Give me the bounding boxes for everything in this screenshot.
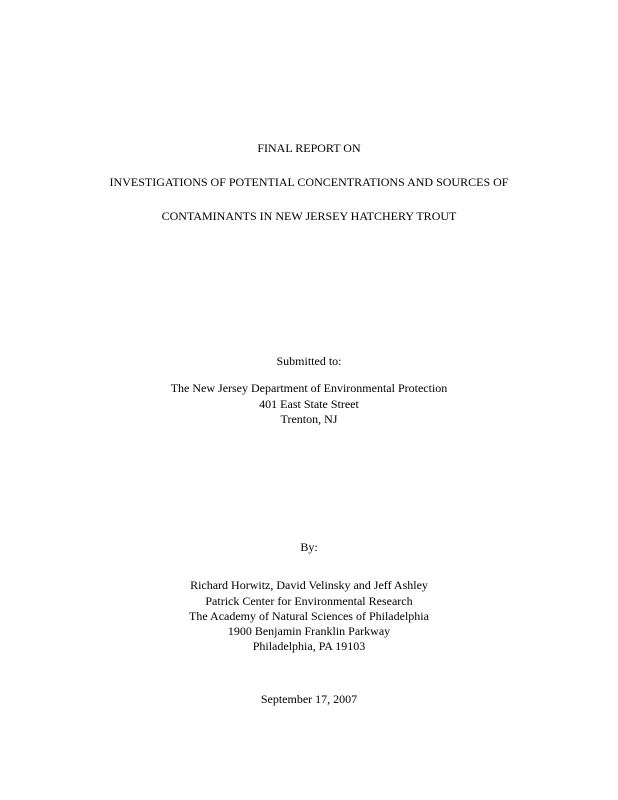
by-label: By:: [300, 540, 318, 554]
authors-names: Richard Horwitz, David Velinsky and Jeff Ashley: [190, 578, 428, 592]
title-line-1: FINAL REPORT ON: [257, 141, 361, 155]
submitted-street: 401 East State Street: [259, 397, 359, 411]
institution-street: 1900 Benjamin Franklin Parkway: [227, 624, 391, 638]
title-line-2: INVESTIGATIONS OF POTENTIAL CONCENTRATIONS AND SOURCES OF: [109, 175, 509, 189]
submitted-to-label: Submitted to:: [276, 354, 342, 368]
submitted-organization: The New Jersey Department of Environmental Protection: [170, 381, 448, 395]
submitted-city: Trenton, NJ: [280, 412, 338, 426]
research-center: Patrick Center for Environmental Research: [205, 594, 413, 608]
institution-city: Philadelphia, PA 19103: [252, 639, 366, 653]
title-line-3: CONTAMINANTS IN NEW JERSEY HATCHERY TROUT: [161, 209, 457, 223]
institution-name: The Academy of Natural Sciences of Philadelphia: [189, 609, 429, 623]
report-date: September 17, 2007: [260, 692, 358, 706]
